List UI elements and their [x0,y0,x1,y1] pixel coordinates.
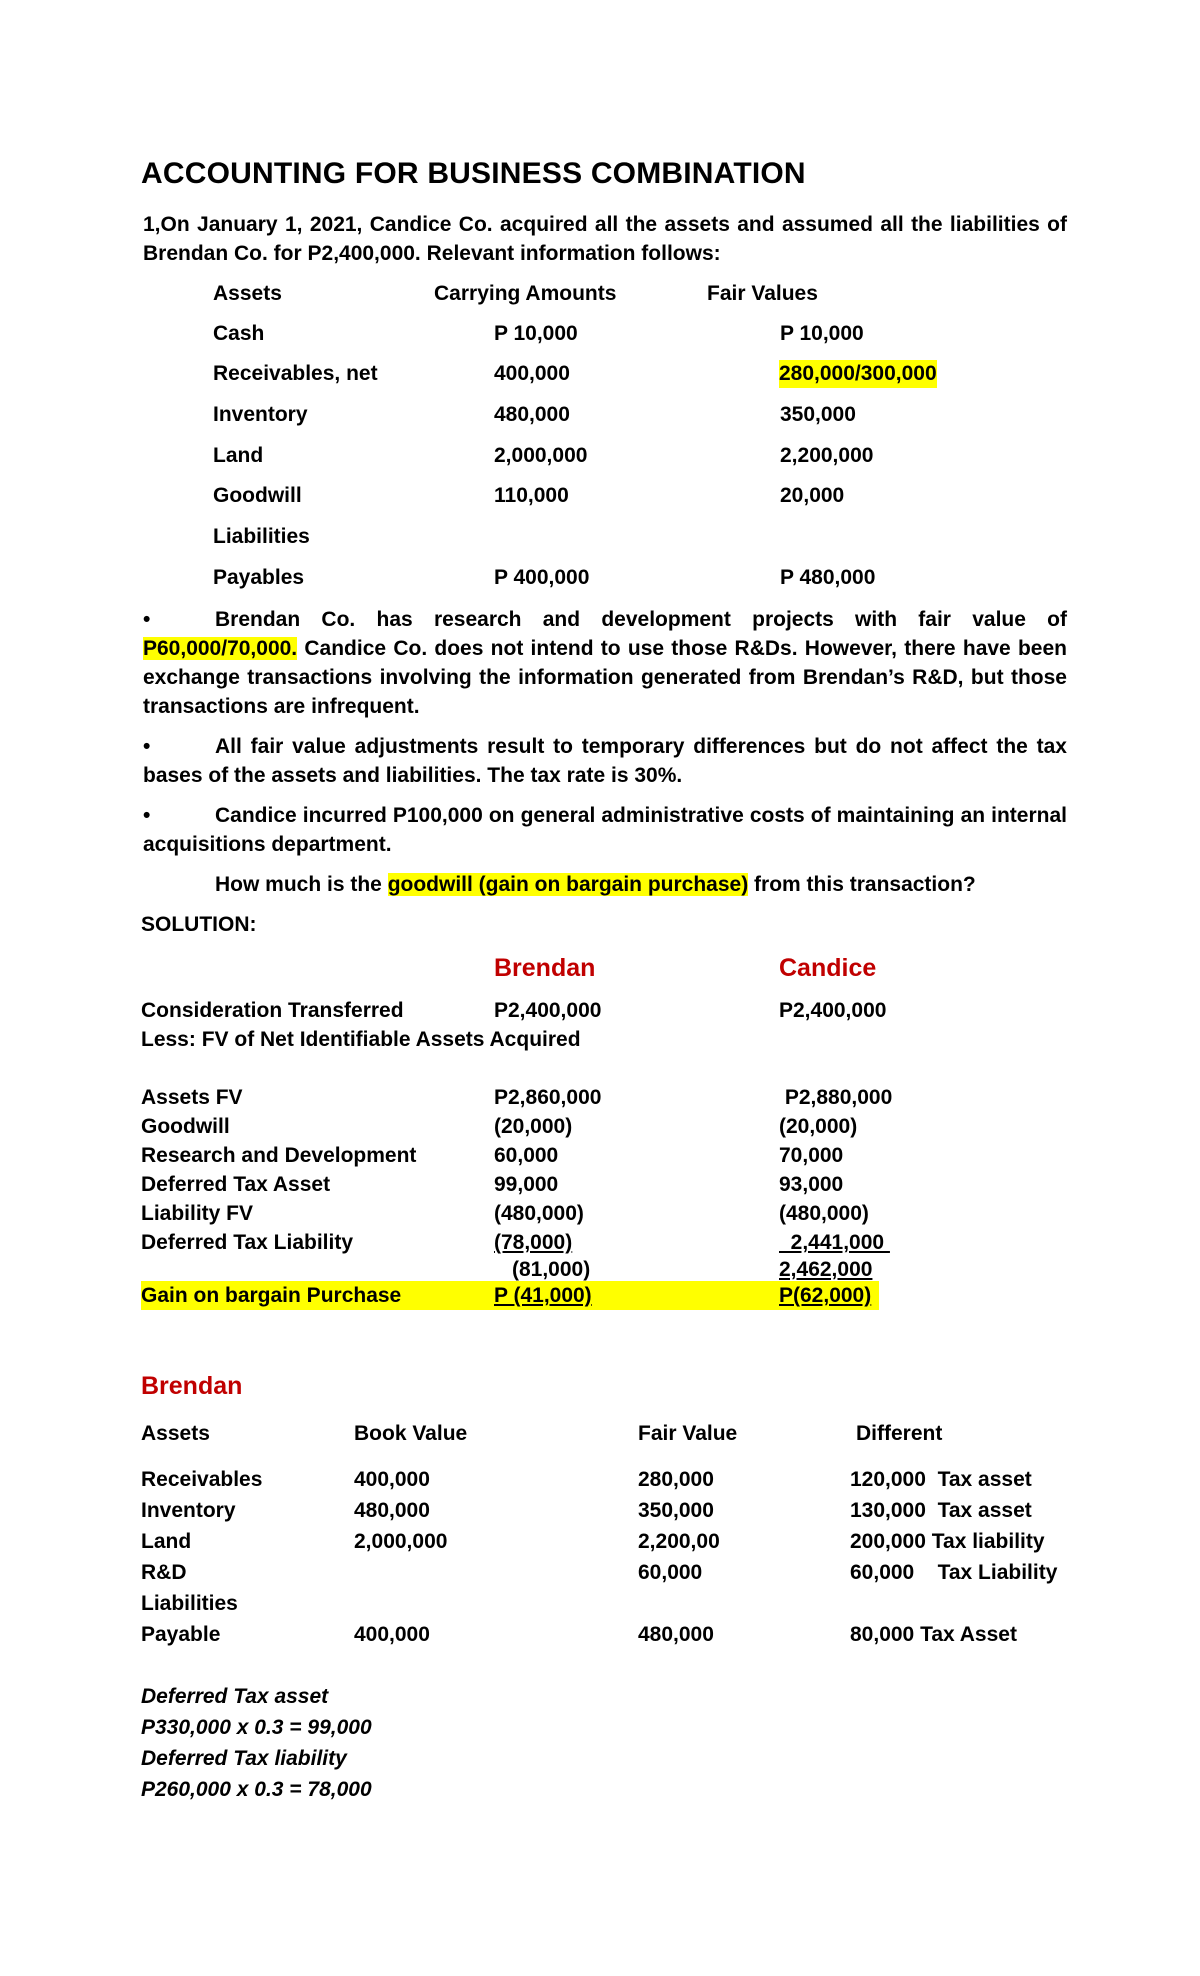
page-title: ACCOUNTING FOR BUSINESS COMBINATION [141,157,806,190]
note-dtl-calc: P260,000 x 0.3 = 78,000 [141,1778,372,1801]
row-fair: 350,000 [780,403,856,426]
solution-row-label: Assets FV [141,1086,243,1109]
brendan-row-diff: 130,000 Tax asset [850,1499,1032,1522]
brendan-row-fair: 480,000 [638,1623,714,1646]
row-fair: P 10,000 [780,322,864,345]
solution-row-label: Deferred Tax Asset [141,1173,331,1196]
less-label: Less: FV of Net Identifiable Assets Acquired [141,1028,581,1051]
solution-row-candice: (20,000) [779,1115,858,1138]
gain-candice: P(62,000) [779,1284,872,1307]
brendan-row-fair: 2,200,00 [638,1530,720,1553]
brendan-row-fair: 280,000 [638,1468,714,1491]
column-header-candice: Candice [779,954,877,982]
row-label: Goodwill [213,484,302,507]
row-carrying: 110,000 [494,484,569,507]
subtotal-candice: 2,462,000 [779,1258,873,1281]
solution-row-candice: (480,000) [779,1202,869,1225]
consideration-brendan: P2,400,000 [494,999,602,1022]
row-carrying: P 10,000 [494,322,578,345]
solution-row-label: Goodwill [141,1115,230,1138]
row-carrying: 400,000 [494,362,570,385]
brendan-row-diff: 80,000 Tax Asset [850,1623,1017,1646]
solution-row-brendan: P2,860,000 [494,1086,602,1109]
brendan-row-diff: 60,000 Tax Liability [850,1561,1058,1584]
bullet-rnd: • Brendan Co. has research and development projects with fair value of P60,000/70,000. Candice Co. does not intend to use those R&Ds. However, there have been exchange transactions involving the information generated from Brendan’s R&D, but those transactions are infrequent. [143,605,1067,721]
highlight-question: goodwill (gain on bargain purchase) [387,873,749,896]
bullet-symbol: • [143,735,151,758]
bullet-symbol: • [143,804,151,827]
solution-row-label: Liability FV [141,1202,254,1225]
solution-row-candice: 70,000 [779,1144,844,1167]
solution-row-brendan: (20,000) [494,1115,573,1138]
solution-row-candice: P2,880,000 [779,1086,893,1109]
column-header-brendan: Brendan [494,954,596,982]
row-carrying: 2,000,000 [494,444,588,467]
note-dta-calc: P330,000 x 0.3 = 99,000 [141,1716,372,1739]
brendan-row-label: Payable [141,1623,221,1646]
brendan-row-label: Liabilities [141,1592,238,1615]
brendan-row-book: 480,000 [354,1499,430,1522]
brendan-row-book: 400,000 [354,1623,430,1646]
bullet-admin: • Candice incurred P100,000 on general administrative costs of maintaining an internal acquisitions department. [143,801,1067,859]
gain-brendan: P (41,000) [494,1284,592,1307]
subtotal-brendan: (81,000) [512,1258,591,1281]
highlight-rnd-value: P60,000/70,000. [143,637,298,660]
brendan-row-label: Land [141,1530,192,1553]
row-label: Liabilities [213,525,310,548]
brendan-row-fair: 60,000 [638,1561,703,1584]
note-deferred-tax-asset: Deferred Tax asset [141,1685,329,1708]
row-label: Cash [213,322,265,345]
brendan-header-book: Book Value [354,1422,468,1445]
solution-row-label: Deferred Tax Liability [141,1231,354,1254]
gain-label: Gain on bargain Purchase [141,1284,402,1307]
solution-label: SOLUTION: [141,913,257,936]
brendan-header-assets: Assets [141,1422,210,1445]
row-fair-highlighted: 280,000/300,000 [779,360,937,388]
problem-intro: 1,On January 1, 2021, Candice Co. acquired all the assets and assumed all the liabilities of Brendan Co. for P2,400,000. Relevant information follows: [143,213,1067,265]
brendan-row-diff: 200,000 Tax liability [850,1530,1045,1553]
brendan-header-diff: Different [856,1422,943,1445]
row-label: Land [213,444,264,467]
solution-row-brendan: (78,000) [494,1231,573,1254]
solution-row-candice: 93,000 [779,1173,844,1196]
bullet-tax: • All fair value adjustments result to temporary differences but do not affect the tax bases of the assets and liabilities. The tax rate is 30%. [143,732,1067,790]
brendan-row-label: Receivables [141,1468,263,1491]
brendan-row-diff: 120,000 Tax asset [850,1468,1032,1491]
brendan-header-fair: Fair Value [638,1422,738,1445]
solution-row-candice: 2,441,000 [779,1231,890,1254]
row-carrying: P 400,000 [494,566,590,589]
solution-row-brendan: (480,000) [494,1202,584,1225]
consideration-label: Consideration Transferred [141,999,404,1022]
solution-row-brendan: 60,000 [494,1144,559,1167]
bullet-symbol: • [143,608,151,631]
row-fair: 2,200,000 [780,444,874,467]
consideration-candice: P2,400,000 [779,999,887,1022]
brendan-heading: Brendan [141,1372,243,1400]
row-fair: 20,000 [780,484,845,507]
table-header-assets: Assets [213,282,282,305]
brendan-row-label: Inventory [141,1499,236,1522]
row-label: Inventory [213,403,308,426]
table-header-fair: Fair Values [707,282,818,305]
note-deferred-tax-liability: Deferred Tax liability [141,1747,347,1770]
row-label: Receivables, net [213,362,378,385]
brendan-row-label: R&D [141,1561,187,1584]
brendan-row-fair: 350,000 [638,1499,714,1522]
row-fair: P 480,000 [780,566,876,589]
question: How much is the goodwill (gain on bargain purchase) from this transaction? [215,873,976,896]
brendan-row-book: 2,000,000 [354,1530,448,1553]
row-label: Payables [213,566,305,589]
solution-row-label: Research and Development [141,1144,417,1167]
table-header-carrying: Carrying Amounts [434,282,617,305]
brendan-row-book: 400,000 [354,1468,430,1491]
row-carrying: 480,000 [494,403,570,426]
solution-row-brendan: 99,000 [494,1173,559,1196]
